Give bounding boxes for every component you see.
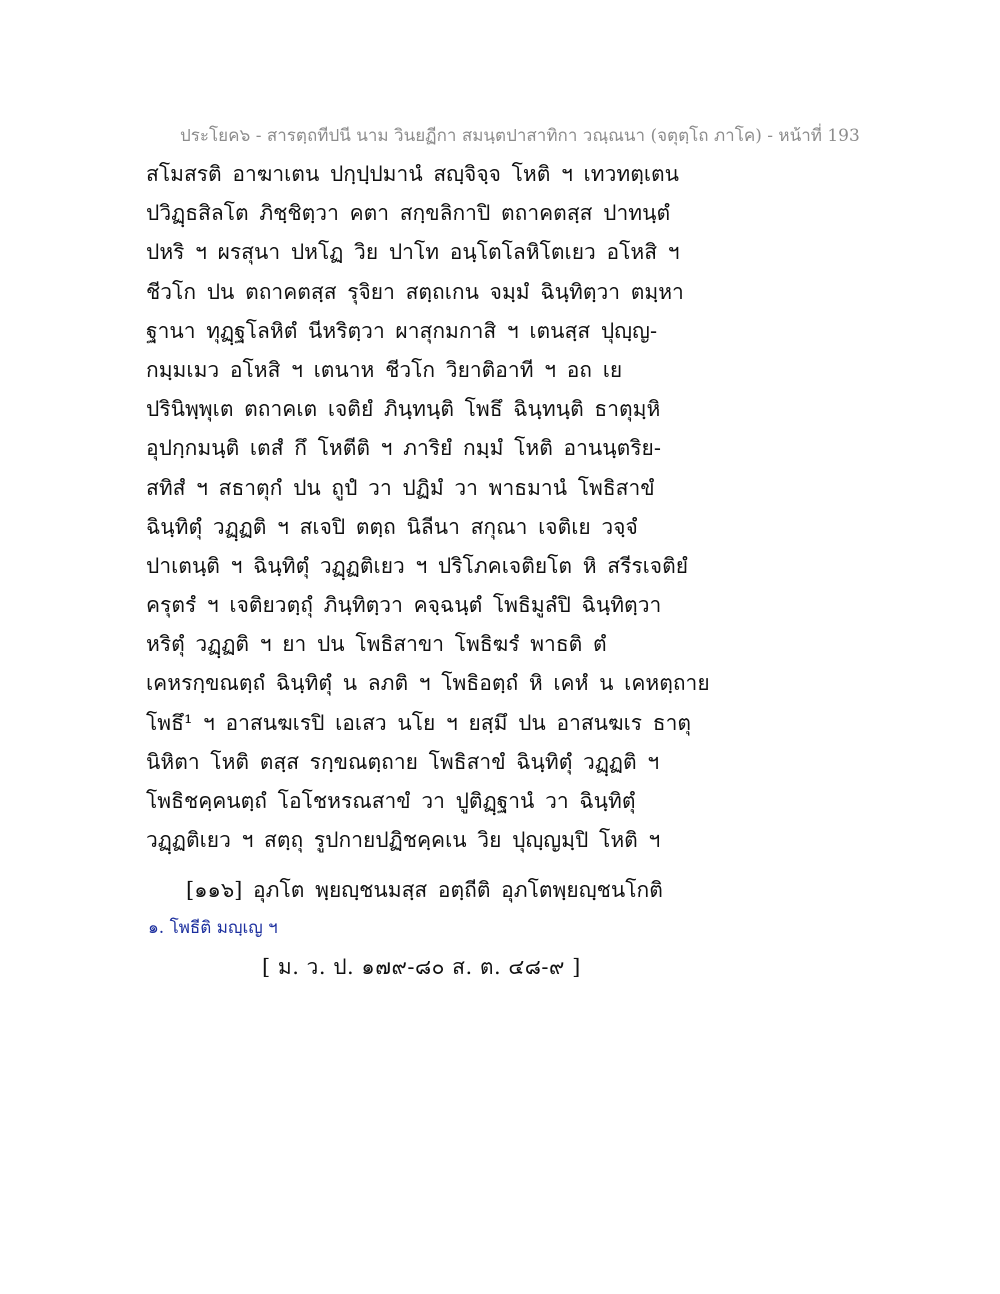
- body-line: สทิสํ ฯ สธาตุกํ ปน ถูปํ วา ปฏิมํ วา พาธมานํ โพธิสาขํ: [146, 475, 655, 500]
- footnote: ๑. โพธีติ มญฺเญ ฯ: [148, 918, 278, 938]
- body-line: วฏฺฏติเยว ฯ สตฺถุ รูปกายปฏิชคฺคเน วิย ปุญฺญมฺปิ โหติ ฯ: [146, 828, 661, 853]
- body-line: ปหริ ฯ ผรสุนา ปหโฏ วิย ปาโท อนฺโตโลหิโตเยว อโหสิ ฯ: [146, 240, 680, 265]
- page-reference: [ ม. ว. ป. ๑๗๙-๘๐ ส. ต. ๔๘-๙ ]: [262, 955, 581, 979]
- body-line: นิหิตา โหติ ตสฺส รกฺขณตฺถาย โพธิสาขํ ฉินฺทิตุํ วฏฺฏติ ฯ: [146, 749, 660, 774]
- body-line: ฐานา ทุฏฺฐโลหิตํ นีหริตฺวา ผาสุกมกาสิ ฯ เตนสฺส ปุญฺญ-: [146, 318, 658, 343]
- body-line: ฉินฺทิตุํ วฏฺฏติ ฯ สเจปิ ตตฺถ นิลีนา สกุณา เจติเย วจฺจํ: [146, 514, 638, 539]
- body-line: อุปกฺกมนฺติ เตสํ กึ โหตีติ ฯ ภาริยํ กมฺมํ โหติ อานนฺตริย-: [146, 436, 661, 461]
- body-line: ปวิฏฺธสิลโต ภิชฺชิตฺวา คตา สกฺขลิกาปิ ตถาคตสฺส ปาทนฺตํ: [146, 201, 671, 226]
- body-line: ชีวโก ปน ตถาคตสฺส รุจิยา สตฺถเกน จมฺมํ ฉินฺทิตฺวา ตมฺหา: [146, 279, 684, 304]
- body-line: ปรินิพฺพุเต ตถาคเต เจติยํ ภินฺทนฺติ โพธึ ฉินฺทนฺติ ธาตุมฺหิ: [146, 397, 661, 422]
- body-line: กมฺมเมว อโหสิ ฯ เตนาห ชีวโก วิยาติอาที ฯ อถ เย: [146, 357, 623, 382]
- body-line: ปาเตนฺติ ฯ ฉินฺทิตุํ วฏฺฏติเยว ฯ ปริโภคเจติยโต หิ สรีรเจติยํ: [146, 553, 689, 578]
- paragraph-start: [๑๑๖] อุภโต พฺยญฺชนมสฺส อตฺถีติ อุภโตพฺยญฺชนโกติ: [186, 878, 663, 902]
- body-text: [146, 158, 710, 863]
- body-line: สโมสรติ อาฆาเตน ปกฺปฺปมานํ สญฺจิจฺจ โหติ ฯ เทวทตฺเตน: [146, 162, 680, 186]
- body-line: โพธิชคฺคนตฺถํ โอโชหรณสาขํ วา ปูติฏฺฐานํ วา ฉินฺทิตุํ: [146, 789, 636, 813]
- page-header: ประโยค๖ - สารตฺถทีปนี นาม วินยฏีกา สมนฺตปาสาทิกา วณฺณนา (จตุตฺโถ ภาโค) - หน้าที่ 193: [180, 126, 860, 146]
- body-line: ครุตรํ ฯ เจติยวตฺถุํ ภินฺทิตฺวา คจฺฉนฺตํ โพธิมูลํปิ ฉินฺทิตฺวา: [146, 593, 662, 618]
- body-line: โพธึ¹ ฯ อาสนฆเรปิ เอเสว นโย ฯ ยสฺมึ ปน อาสนฆเร ธาตุ: [146, 710, 692, 735]
- body-line: หริตุํ วฏฺฏติ ฯ ยา ปน โพธิสาขา โพธิฆรํ พาธติ ตํ: [146, 632, 607, 657]
- body-line: เคหรกฺขณตฺถํ ฉินฺทิตุํ น ลภติ ฯ โพธิอตฺถํ หิ เคหํ น เคหตฺถาย: [146, 671, 710, 696]
